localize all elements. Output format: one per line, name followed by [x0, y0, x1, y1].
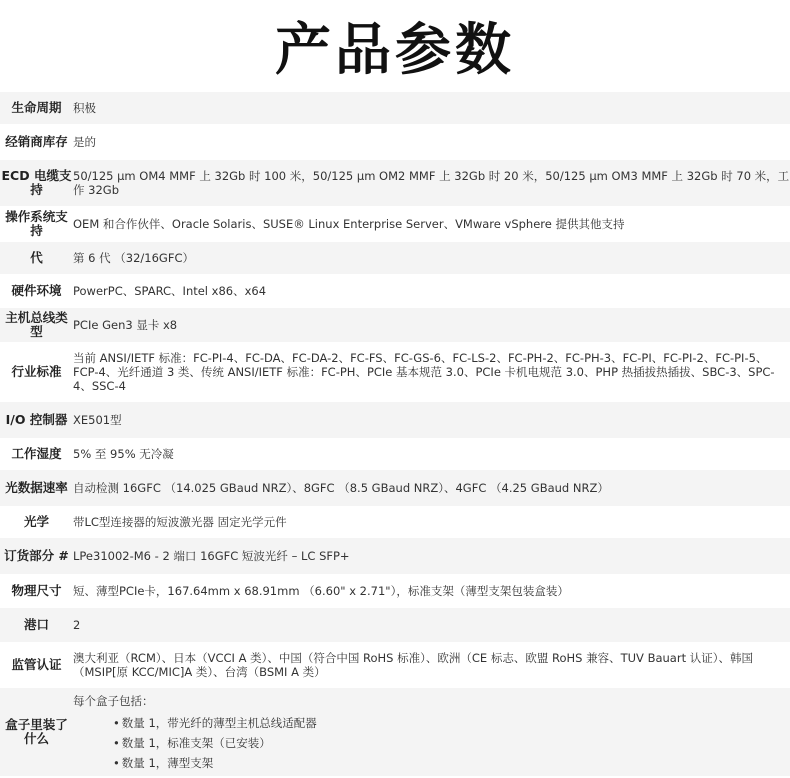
list-item: • 数量 1，薄型支架: [113, 753, 790, 773]
spec-value: 50/125 µm OM4 MMF 上 32Gb 时 100 米，50/125 µm OM2 MMF 上 32Gb 时 20 米，50/125 µm OM3 MMF 上 32Gb 时 70 米，工作 32Gb: [73, 169, 790, 197]
box-contents: [73, 688, 790, 776]
spec-value: 是的: [73, 135, 96, 149]
spec-row: [0, 160, 790, 206]
spec-value: PCIe Gen3 显卡 x8: [73, 318, 178, 332]
spec-value: PowerPC、SPARC、Intel x86、x64: [73, 284, 267, 298]
spec-value: 澳大利亚（RCM）、日本（VCCI A 类）、中国（符合中国 RoHS 标准）、欧洲（CE 标志、欧盟 RoHS 兼容、TUV Bauart 认证）、韩国（MSIP[原 KCC/MIC]A 类）、台湾（BSMI A 类）: [73, 651, 753, 679]
list-item: • 数量 1，标准支架（已安装）: [113, 733, 790, 753]
spec-label: 监管认证: [11, 657, 62, 672]
spec-value: 带LC型连接器的短波激光器 固定光学元件: [73, 515, 287, 529]
spec-row: [0, 124, 790, 160]
spec-row: [0, 688, 790, 776]
spec-value: 短、薄型PCIe卡，167.64mm x 68.91mm （6.60" x 2.71"），标准支架（薄型支架包装盒装）: [73, 584, 569, 598]
spec-label: 工作湿度: [11, 446, 62, 461]
spec-row: [0, 642, 790, 688]
box-intro: 每个盒子包括：: [73, 694, 154, 708]
spec-label: 代: [30, 250, 43, 265]
spec-label: 行业标准: [11, 364, 62, 379]
spec-value: 2: [73, 618, 81, 632]
spec-row: [0, 274, 790, 308]
spec-row: [0, 242, 790, 274]
spec-row: [0, 506, 790, 538]
spec-value: 自动检测 16GFC （14.025 GBaud NRZ）、8GFC （8.5 GBaud NRZ）、4GFC （4.25 GBaud NRZ）: [73, 481, 609, 495]
page-title: 产品参数: [275, 18, 515, 83]
spec-value: 积极: [73, 101, 96, 115]
spec-label: 主机总线类型: [5, 310, 68, 339]
spec-row: [0, 402, 790, 438]
spec-row: [0, 438, 790, 470]
spec-label: 盒子里装了什么: [5, 717, 68, 746]
spec-row: [0, 92, 790, 124]
spec-row: [0, 308, 790, 342]
spec-label: 物理尺寸: [11, 583, 62, 598]
spec-label: 硬件环境: [11, 283, 62, 298]
spec-row: [0, 470, 790, 506]
spec-row: [0, 574, 790, 608]
spec-label: 光数据速率: [5, 480, 68, 495]
spec-value: OEM 和合作伙伴、Oracle Solaris、SUSE® Linux Enterprise Server、VMware vSphere 提供其他支持: [73, 217, 625, 231]
spec-row: [0, 342, 790, 402]
spec-label: 生命周期: [11, 100, 62, 115]
list-item: • 数量 1，带光纤的薄型主机总线适配器: [113, 713, 790, 733]
spec-label: 光学: [23, 514, 49, 529]
spec-row: [0, 206, 790, 242]
spec-label: 经销商库存: [5, 134, 68, 149]
spec-table: [0, 92, 790, 776]
spec-label: ECD 电缆支持: [1, 168, 72, 197]
box-items-list: [73, 713, 790, 773]
spec-label: I/O 控制器: [5, 412, 68, 427]
spec-label: 订货部分 #: [4, 548, 69, 563]
spec-value: 5% 至 95% 无冷凝: [73, 447, 174, 461]
spec-label: 港口: [23, 617, 49, 632]
spec-value: 当前 ANSI/IETF 标准：FC-PI-4、FC-DA、FC-DA-2、FC-FS、FC-GS-6、FC-LS-2、FC-PH-2、FC-PH-3、FC-PI、FC-PI-2、FC-PI-5、FCP-4、光纤通道 3 类、传统 ANSI/IETF 标准：FC-PH、PCIe 基本规范 3.0、PCIe 卡机电规范 3.0、PHP 热插拔热插拔、SBC-3、SPC-4、SSC-4: [73, 351, 775, 393]
spec-row: [0, 608, 790, 642]
spec-value: XE501型: [73, 413, 122, 427]
spec-label: 操作系统支持: [5, 209, 68, 238]
spec-value: LPe31002-M6 - 2 端口 16GFC 短波光纤 – LC SFP+: [73, 549, 350, 563]
spec-value: 第 6 代 （32/16GFC）: [73, 251, 194, 265]
spec-row: [0, 538, 790, 574]
